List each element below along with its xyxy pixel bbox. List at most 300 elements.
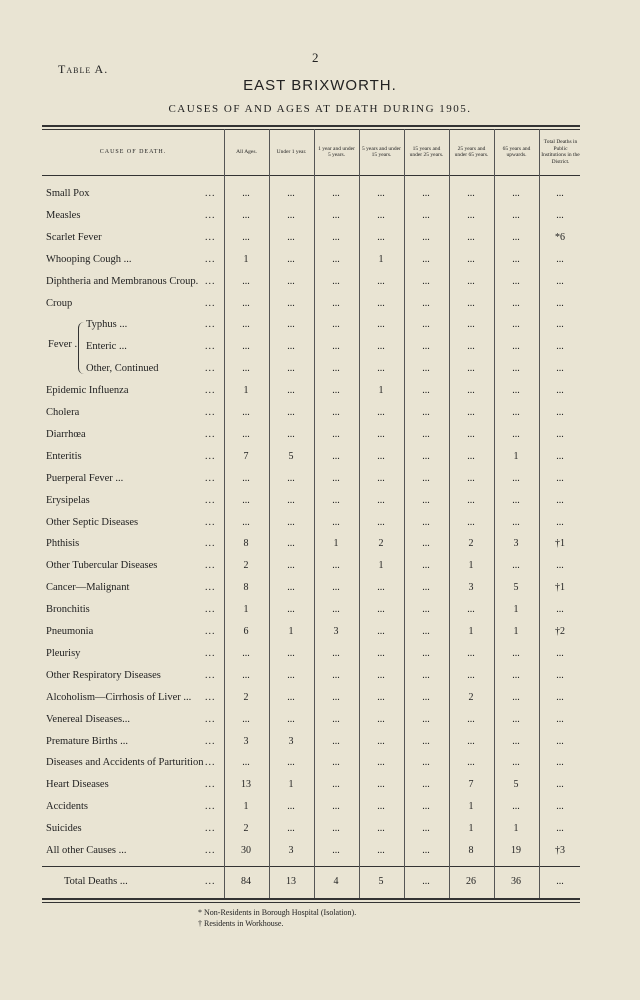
leader-dots: ...: [205, 231, 216, 243]
table-cell: ...: [287, 691, 295, 703]
cause-of-death: Alcoholism—Cirrhosis of Liver ...: [46, 691, 192, 703]
table-cell: ...: [287, 341, 295, 353]
table-cell: 1: [243, 604, 249, 616]
table-cell: ...: [556, 779, 564, 791]
cause-of-death: Epidemic Influenza: [46, 385, 129, 397]
table-cell: ...: [556, 494, 564, 506]
cause-of-death: Pneumonia: [46, 626, 94, 637]
leader-dots: ...: [205, 713, 216, 725]
table-cell: ...: [332, 472, 340, 484]
table-cell: ...: [242, 713, 250, 725]
table-bottom-rule: [42, 898, 580, 900]
total-cell: ...: [556, 876, 564, 887]
cause-of-death: Premature Births ...: [46, 735, 128, 747]
leader-dots: ...: [205, 582, 216, 594]
table-cell: ...: [287, 231, 295, 243]
page-number: 2: [312, 50, 319, 65]
table-cell: ...: [467, 209, 475, 221]
table-cell: 1: [468, 801, 474, 813]
table-cell: ...: [332, 407, 340, 418]
table-row: [0, 578, 640, 600]
table-row: [0, 250, 640, 272]
table-row: [0, 666, 640, 688]
table-cell: ...: [512, 691, 520, 703]
table-cell: 2: [243, 560, 249, 572]
table-cell: ...: [377, 735, 385, 747]
table-cell: ...: [422, 494, 430, 506]
table-cell: ...: [467, 450, 475, 462]
table-cell: ...: [467, 494, 475, 506]
table-cell: ...: [242, 231, 250, 243]
total-cell: 13: [286, 876, 296, 887]
table-cell: ...: [467, 713, 475, 725]
table-cell: ...: [422, 385, 430, 397]
table-cell: ...: [287, 209, 295, 221]
table-cell: ...: [512, 319, 520, 331]
table-cell: ...: [467, 363, 475, 375]
table-cell: ...: [332, 319, 340, 331]
leader-dots: ...: [205, 560, 216, 572]
table-cell: ...: [332, 669, 340, 681]
table-cell: ...: [287, 604, 295, 616]
table-cell: ...: [467, 341, 475, 353]
table-cell: ...: [556, 560, 564, 572]
cause-of-death: Other Tubercular Diseases: [46, 560, 158, 572]
table-cell: ...: [242, 275, 250, 287]
table-cell: 1: [288, 626, 294, 637]
table-cell: ...: [556, 604, 564, 616]
table-cell: ...: [287, 823, 295, 835]
table-row: [0, 272, 640, 294]
table-cell: ...: [287, 560, 295, 572]
table-cell: ...: [377, 691, 385, 703]
table-cell: ...: [556, 297, 564, 309]
leader-dots: ...: [205, 428, 216, 440]
leader-dots: ...: [205, 297, 216, 309]
table-row: [0, 184, 640, 206]
table-cell: ...: [287, 472, 295, 484]
table-row: [0, 775, 640, 797]
table-label: Table A.: [58, 62, 109, 76]
table-cell: ...: [332, 275, 340, 287]
cause-of-death: Measles: [46, 209, 81, 221]
table-cell: 19: [511, 845, 521, 856]
table-cell: ...: [512, 253, 520, 265]
table-cell: 7: [468, 779, 474, 791]
leader-dots: ...: [205, 669, 216, 681]
table-cell: ...: [422, 823, 430, 835]
table-cell: ...: [332, 713, 340, 725]
table-cell: ...: [556, 363, 564, 375]
table-cell: ...: [512, 801, 520, 813]
table-cell: ...: [242, 341, 250, 353]
table-cell: ...: [556, 516, 564, 528]
table-cell: 2: [378, 538, 384, 550]
cause-of-death: Other, Continued: [86, 363, 159, 375]
table-cell: 2: [243, 823, 249, 835]
table-cell: ...: [422, 209, 430, 221]
table-cell: ...: [332, 757, 340, 769]
table-cell: ...: [556, 253, 564, 265]
table-cell: ...: [377, 516, 385, 528]
table-cell: ...: [287, 801, 295, 813]
table-cell: *6: [555, 231, 565, 243]
table-cell: ...: [467, 669, 475, 681]
table-cell: ...: [332, 253, 340, 265]
table-cell: ...: [467, 472, 475, 484]
table-cell: ...: [377, 604, 385, 616]
table-cell: ...: [422, 472, 430, 484]
table-cell: ...: [467, 297, 475, 309]
table-cell: ...: [332, 647, 340, 659]
cause-of-death: Whooping Cough ...: [46, 253, 132, 265]
table-cell: ...: [556, 428, 564, 440]
cause-of-death: Pleurisy: [46, 647, 81, 659]
table-cell: ...: [556, 713, 564, 725]
table-cell: 1: [243, 253, 249, 265]
table-cell: ...: [377, 823, 385, 835]
table-cell: ...: [512, 560, 520, 572]
cause-of-death: Diphtheria and Membranous Croup.: [46, 275, 199, 287]
table-cell: ...: [377, 319, 385, 331]
table-cell: ...: [287, 363, 295, 375]
table-cell: 1: [378, 253, 384, 265]
table-cell: 3: [288, 845, 294, 856]
table-cell: ...: [512, 494, 520, 506]
table-cell: ...: [422, 669, 430, 681]
table-cell: ...: [556, 757, 564, 769]
table-cell: 1: [243, 385, 249, 397]
cause-of-death: Cholera: [46, 407, 80, 418]
table-cell: ...: [242, 407, 250, 418]
table-cell: ...: [467, 428, 475, 440]
table-cell: ...: [422, 691, 430, 703]
table-cell: 3: [333, 626, 339, 637]
table-cell: ...: [377, 363, 385, 375]
table-cell: ...: [556, 472, 564, 484]
table-row: [0, 797, 640, 819]
table-cell: ...: [287, 428, 295, 440]
table-cell: ...: [422, 516, 430, 528]
table-cell: 13: [241, 779, 251, 791]
table-cell: ...: [332, 341, 340, 353]
table-cell: ...: [242, 472, 250, 484]
footnote-dagger: † Residents in Workhouse.: [198, 919, 284, 928]
table-cell: ...: [512, 757, 520, 769]
leader-dots: ...: [205, 472, 216, 484]
table-row: [0, 622, 640, 644]
table-cell: ...: [512, 713, 520, 725]
table-bottom-rule-inner: [42, 902, 580, 903]
table-cell: ...: [422, 779, 430, 791]
header-65-up: 65 years and upwards.: [502, 145, 531, 158]
table-row: [0, 294, 640, 316]
table-row: [0, 710, 640, 732]
table-cell: ...: [377, 494, 385, 506]
table-row: [0, 753, 640, 775]
table-cell: ...: [422, 341, 430, 353]
table-cell: ...: [467, 735, 475, 747]
table-cell: ...: [556, 823, 564, 835]
table-row: [0, 688, 640, 710]
table-cell: 1: [513, 450, 519, 462]
table-cell: ...: [556, 450, 564, 462]
table-row: [0, 359, 640, 381]
table-cell: ...: [512, 188, 520, 199]
table-row: [0, 403, 640, 425]
table-row: [0, 315, 640, 337]
table-cell: ...: [422, 450, 430, 462]
table-cell: ...: [422, 713, 430, 725]
table-cell: ...: [512, 275, 520, 287]
table-row: [0, 534, 640, 556]
table-cell: ...: [556, 669, 564, 681]
table-cell: ...: [287, 385, 295, 397]
table-cell: ...: [332, 385, 340, 397]
table-cell: ...: [242, 363, 250, 375]
table-cell: ...: [287, 297, 295, 309]
table-cell: ...: [287, 757, 295, 769]
table-cell: 5: [513, 779, 519, 791]
table-cell: ...: [332, 823, 340, 835]
table-cell: ...: [287, 275, 295, 287]
table-cell: ...: [332, 231, 340, 243]
table-cell: ...: [512, 647, 520, 659]
table-cell: ...: [377, 669, 385, 681]
leader-dots: ...: [205, 209, 216, 221]
table-cell: 1: [468, 626, 474, 637]
table-cell: ...: [512, 669, 520, 681]
leader-dots: ...: [205, 823, 216, 835]
page-subtitle: CAUSES OF AND AGES AT DEATH DURING 1905.: [168, 103, 472, 115]
table-cell: ...: [422, 735, 430, 747]
table-cell: ...: [242, 297, 250, 309]
table-cell: ...: [332, 297, 340, 309]
table-cell: ...: [242, 757, 250, 769]
leader-dots: ...: [205, 407, 216, 418]
table-cell: ...: [467, 757, 475, 769]
cause-of-death: Heart Diseases: [46, 779, 109, 791]
header-25-to-65: 25 years and under 65 years.: [454, 145, 489, 158]
leader-dots: ...: [205, 341, 216, 353]
table-cell: 1: [513, 823, 519, 835]
table-cell: ...: [467, 604, 475, 616]
table-cell: ...: [512, 428, 520, 440]
table-cell: ...: [287, 538, 295, 550]
table-cell: ...: [377, 582, 385, 594]
table-cell: ...: [422, 757, 430, 769]
table-cell: 2: [468, 538, 474, 550]
total-cell: 36: [511, 876, 521, 887]
table-cell: ...: [512, 735, 520, 747]
table-cell: ...: [422, 363, 430, 375]
page-title: EAST BRIXWORTH.: [243, 77, 397, 94]
table-cell: ...: [377, 428, 385, 440]
table-cell: ...: [242, 428, 250, 440]
leader-dots: ...: [205, 494, 216, 506]
table-cell: ...: [556, 385, 564, 397]
table-cell: ...: [377, 757, 385, 769]
table-cell: ...: [377, 209, 385, 221]
total-row-label: Total Deaths ...: [64, 876, 128, 887]
table-cell: ...: [377, 450, 385, 462]
leader-dots: ...: [205, 188, 216, 199]
table-cell: ...: [332, 801, 340, 813]
table-cell: ...: [422, 407, 430, 418]
total-cell: ...: [422, 876, 430, 887]
table-cell: ...: [422, 845, 430, 856]
table-cell: 1: [468, 823, 474, 835]
cause-of-death: Enteric ...: [86, 341, 127, 353]
table-cell: ...: [422, 188, 430, 199]
table-cell: ...: [512, 297, 520, 309]
table-cell: ...: [287, 669, 295, 681]
table-cell: ...: [242, 319, 250, 331]
header-5-to-15: 5 years and under 15 years.: [362, 145, 401, 158]
table-cell: ...: [287, 188, 295, 199]
table-cell: ...: [242, 494, 250, 506]
table-cell: ...: [467, 407, 475, 418]
table-cell: ...: [422, 626, 430, 637]
table-cell: ...: [332, 560, 340, 572]
table-cell: ...: [332, 188, 340, 199]
table-cell: ...: [422, 801, 430, 813]
cause-of-death: Venereal Diseases...: [46, 713, 130, 725]
table-cell: 2: [243, 691, 249, 703]
table-cell: ...: [377, 801, 385, 813]
cause-of-death: Enteritis: [46, 450, 82, 462]
table-cell: †2: [555, 626, 565, 637]
cause-of-death: Suicides: [46, 823, 82, 835]
table-top-rule-inner: [42, 129, 580, 130]
table-cell: ...: [422, 275, 430, 287]
table-cell: ...: [332, 582, 340, 594]
table-cell: ...: [287, 253, 295, 265]
table-cell: 7: [243, 450, 249, 462]
leader-dots: ...: [205, 450, 216, 462]
table-cell: ...: [377, 713, 385, 725]
table-cell: 5: [513, 582, 519, 594]
table-row: [0, 644, 640, 666]
table-row: [0, 841, 640, 863]
table-cell: ...: [287, 494, 295, 506]
leader-dots: ...: [205, 604, 216, 616]
table-cell: ...: [377, 472, 385, 484]
table-cell: ...: [332, 604, 340, 616]
table-cell: ...: [512, 385, 520, 397]
table-cell: ...: [332, 363, 340, 375]
table-row: [0, 337, 640, 359]
header-public-institutions: Total Deaths in Public Institutions in the District.: [541, 139, 580, 165]
table-cell: ...: [377, 275, 385, 287]
leader-dots: ...: [205, 275, 216, 287]
table-cell: ...: [377, 845, 385, 856]
table-cell: ...: [512, 472, 520, 484]
table-cell: ...: [242, 516, 250, 528]
table-cell: 3: [288, 735, 294, 747]
leader-dots: ...: [205, 779, 216, 791]
table-cell: ...: [332, 779, 340, 791]
table-cell: ...: [422, 297, 430, 309]
table-cell: ...: [287, 713, 295, 725]
leader-dots: ...: [205, 691, 216, 703]
table-cell: ...: [422, 319, 430, 331]
table-cell: ...: [512, 407, 520, 418]
table-cell: ...: [377, 341, 385, 353]
table-row: [0, 469, 640, 491]
table-cell: 1: [513, 604, 519, 616]
cause-of-death: Scarlet Fever: [46, 231, 102, 243]
leader-dots: ...: [205, 876, 216, 887]
table-cell: ...: [377, 779, 385, 791]
table-cell: ...: [242, 669, 250, 681]
leader-dots: ...: [205, 757, 216, 769]
leader-dots: ...: [205, 801, 216, 813]
table-cell: 30: [241, 845, 251, 856]
leader-dots: ...: [205, 735, 216, 747]
total-cell: 4: [333, 876, 339, 887]
table-cell: ...: [422, 582, 430, 594]
table-cell: ...: [556, 647, 564, 659]
table-cell: ...: [422, 538, 430, 550]
header-1-to-5: 1 year and under 5 years.: [318, 145, 355, 158]
table-cell: ...: [556, 275, 564, 287]
leader-dots: ...: [205, 385, 216, 397]
table-row: [0, 513, 640, 535]
table-cell: ...: [467, 231, 475, 243]
cause-of-death: Cancer—Malignant: [46, 582, 130, 594]
table-cell: ...: [556, 407, 564, 418]
table-row: [0, 206, 640, 228]
table-cell: ...: [512, 516, 520, 528]
table-cell: ...: [377, 407, 385, 418]
table-cell: ...: [422, 253, 430, 265]
table-cell: ...: [467, 647, 475, 659]
table-cell: ...: [556, 341, 564, 353]
table-cell: 8: [468, 845, 474, 856]
table-cell: ...: [332, 735, 340, 747]
table-row: [0, 425, 640, 447]
table-cell: 1: [513, 626, 519, 637]
table-cell: ...: [512, 341, 520, 353]
cause-of-death: All other Causes ...: [46, 845, 127, 856]
table-cell: ...: [332, 691, 340, 703]
table-cell: 8: [243, 538, 249, 550]
table-cell: ...: [467, 319, 475, 331]
table-row: [0, 600, 640, 622]
table-cell: 1: [288, 779, 294, 791]
table-cell: ...: [467, 385, 475, 397]
table-cell: 1: [243, 801, 249, 813]
total-top-rule: [42, 866, 580, 867]
cause-of-death: Other Septic Diseases: [46, 516, 139, 528]
table-cell: ...: [556, 801, 564, 813]
table-row: [0, 228, 640, 250]
table-row: [0, 556, 640, 578]
table-row: [0, 381, 640, 403]
table-cell: ...: [512, 209, 520, 221]
table-cell: ...: [422, 231, 430, 243]
leader-dots: ...: [205, 363, 216, 375]
table-cell: ...: [287, 407, 295, 418]
table-cell: 1: [468, 560, 474, 572]
table-cell: ...: [556, 209, 564, 221]
table-cell: ...: [242, 647, 250, 659]
table-cell: ...: [287, 516, 295, 528]
table-cell: ...: [556, 691, 564, 703]
total-cell: 5: [378, 876, 384, 887]
table-cell: ...: [377, 231, 385, 243]
